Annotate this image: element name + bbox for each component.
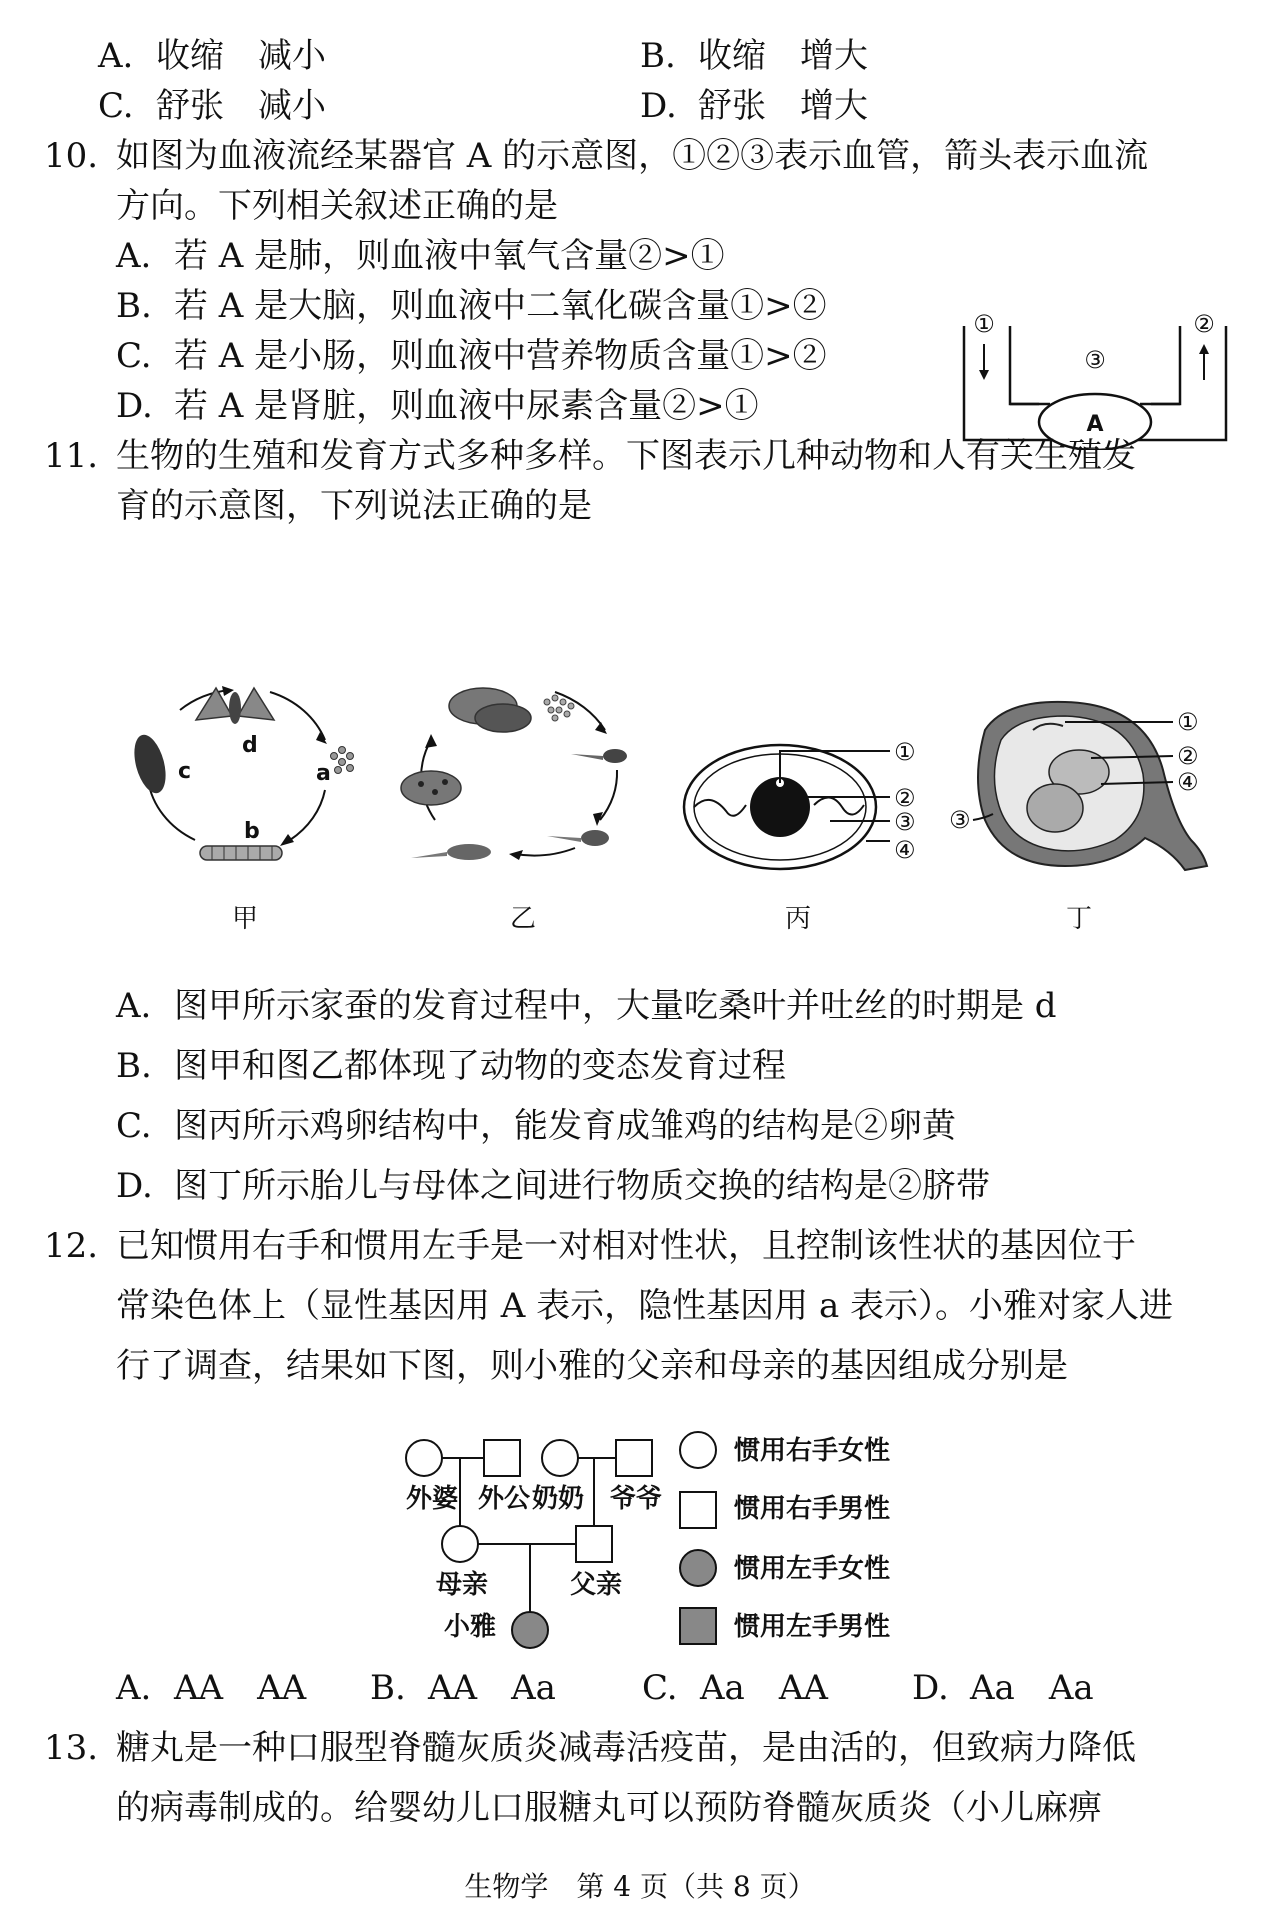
bing-label-1: ①	[894, 738, 916, 766]
label-muqin: 母亲	[436, 1570, 489, 1600]
young-frog-icon	[401, 771, 461, 805]
fuqin-symbol	[576, 1526, 612, 1562]
q12-stem-line-3: 行了调查，结果如下图，则小雅的父亲和母亲的基因组成分别是	[116, 1346, 1068, 1386]
q13-stem-line-2: 的病毒制成的。给婴幼儿口服糖丸可以预防脊髓灰质炎（小儿麻痹	[116, 1788, 1102, 1828]
q10-stem-line-2: 方向。下列相关叙述正确的是	[116, 186, 558, 226]
caption-jia: 甲	[232, 904, 259, 934]
froglet-icon	[411, 844, 491, 860]
legend-left-male: 惯用左手男性	[734, 1612, 891, 1642]
caption-ding: 丁	[1066, 904, 1093, 934]
xiaoya-symbol	[512, 1612, 548, 1648]
tadpole-icon	[571, 749, 627, 763]
bing-label-4: ④	[894, 836, 916, 864]
q9-option-c: C. 舒张 减小	[98, 86, 326, 126]
legend-right-female: 惯用右手女性	[734, 1436, 891, 1466]
q10-stem-line-1: 如图为血液流经某器官 A 的示意图，①②③表示血管，箭头表示血流	[116, 136, 1149, 176]
moth-icon	[196, 688, 274, 724]
label-fuqin: 父亲	[570, 1570, 623, 1600]
q11-figure-yi-frog-cycle	[395, 670, 655, 870]
q9-option-d: D. 舒张 增大	[640, 86, 868, 126]
jia-label-c: c	[178, 759, 192, 784]
jia-label-d: d	[242, 733, 258, 758]
q11-figure-jia-silkworm-cycle	[120, 670, 370, 870]
bing-label-2: ②	[894, 784, 916, 812]
q11-option-b: B. 图甲和图乙都体现了动物的变态发育过程	[116, 1046, 786, 1086]
caption-bing: 丙	[785, 904, 812, 934]
q12-option-d: D. Aa Aa	[912, 1668, 1094, 1708]
q13-number: 13.	[44, 1728, 99, 1768]
q11-option-d: D. 图丁所示胎儿与母体之间进行物质交换的结构是②脐带	[116, 1166, 990, 1206]
q11-number: 11.	[44, 436, 99, 476]
label-xiaoya: 小雅	[444, 1612, 497, 1642]
q9-option-b: B. 收缩 增大	[640, 36, 868, 76]
q10-number: 10.	[44, 136, 99, 176]
larva-icon	[200, 846, 282, 860]
legend-right-male: 惯用右手男性	[734, 1494, 891, 1524]
waipo-symbol	[406, 1440, 442, 1476]
q10-option-d: D. 若 A 是肾脏，则血液中尿素含量②>①	[116, 386, 759, 426]
ding-label-3: ③	[949, 806, 971, 834]
legend-left-female: 惯用左手女性	[734, 1554, 891, 1584]
bing-label-3: ③	[894, 808, 916, 836]
q10-organ-label: A	[1086, 412, 1104, 437]
eggs-icon	[331, 747, 354, 774]
label-yeye: 爷爷	[610, 1484, 663, 1514]
q11-stem-line-1: 生物的生殖和发育方式多种多样。下图表示几种动物和人有关生殖发	[116, 436, 1136, 476]
label-waipo: 外婆	[406, 1484, 459, 1514]
muqin-symbol	[442, 1526, 478, 1562]
q11-option-c: C. 图丙所示鸡卵结构中，能发育成雏鸡的结构是②卵黄	[116, 1106, 956, 1146]
q12-number: 12.	[44, 1226, 99, 1266]
q11-figure-bing-egg	[680, 735, 940, 885]
label-nainai: 奶奶	[532, 1484, 585, 1514]
q11-figure-ding-fetus	[945, 690, 1235, 890]
q10-blood-flow-diagram	[960, 300, 1230, 450]
q12-pedigree-chart	[400, 1430, 663, 1660]
q12-stem-line-2: 常染色体上（显性基因用 A 表示，隐性基因用 a 表示）。小雅对家人进	[116, 1286, 1174, 1326]
tadpole-legs-icon	[547, 830, 609, 846]
q11-option-a: A. 图甲所示家蚕的发育过程中，大量吃桑叶并吐丝的时期是 d	[116, 986, 1057, 1026]
q12-option-b: B. AA Aa	[370, 1668, 556, 1708]
q10-label-1: ①	[973, 310, 995, 338]
ding-label-1: ①	[1177, 708, 1199, 736]
q12-stem-line-1: 已知惯用右手和惯用左手是一对相对性状，且控制该性状的基因位于	[116, 1226, 1136, 1266]
label-waigong: 外公	[478, 1484, 531, 1514]
ding-label-4: ④	[1177, 768, 1199, 796]
q10-option-a: A. 若 A 是肺，则血液中氧气含量②>①	[116, 236, 725, 276]
nainai-symbol	[542, 1440, 578, 1476]
yeye-symbol	[616, 1440, 652, 1476]
adult-frog-icon	[449, 688, 531, 732]
q10-label-3: ③	[1084, 346, 1106, 374]
waigong-symbol	[484, 1440, 520, 1476]
q10-option-b: B. 若 A 是大脑，则血液中二氧化碳含量①>②	[116, 286, 827, 326]
jia-label-b: b	[244, 819, 260, 844]
pupa-icon	[129, 731, 172, 796]
q11-stem-line-2: 育的示意图，下列说法正确的是	[116, 486, 592, 526]
q12-option-c: C. Aa AA	[642, 1668, 828, 1708]
q12-legend-symbols	[676, 1430, 726, 1660]
q13-stem-line-1: 糖丸是一种口服型脊髓灰质炎减毒活疫苗，是由活的，但致病力降低	[116, 1728, 1136, 1768]
jia-label-a: a	[316, 761, 331, 786]
q9-option-a: A. 收缩 减小	[98, 36, 326, 76]
q10-label-2: ②	[1193, 310, 1215, 338]
q10-option-c: C. 若 A 是小肠，则血液中营养物质含量①>②	[116, 336, 827, 376]
caption-yi: 乙	[510, 904, 537, 934]
page-footer: 生物学 第 4 页（共 8 页）	[464, 1870, 816, 1903]
ding-label-2: ②	[1177, 742, 1199, 770]
q12-option-a: A. AA AA	[116, 1668, 307, 1708]
